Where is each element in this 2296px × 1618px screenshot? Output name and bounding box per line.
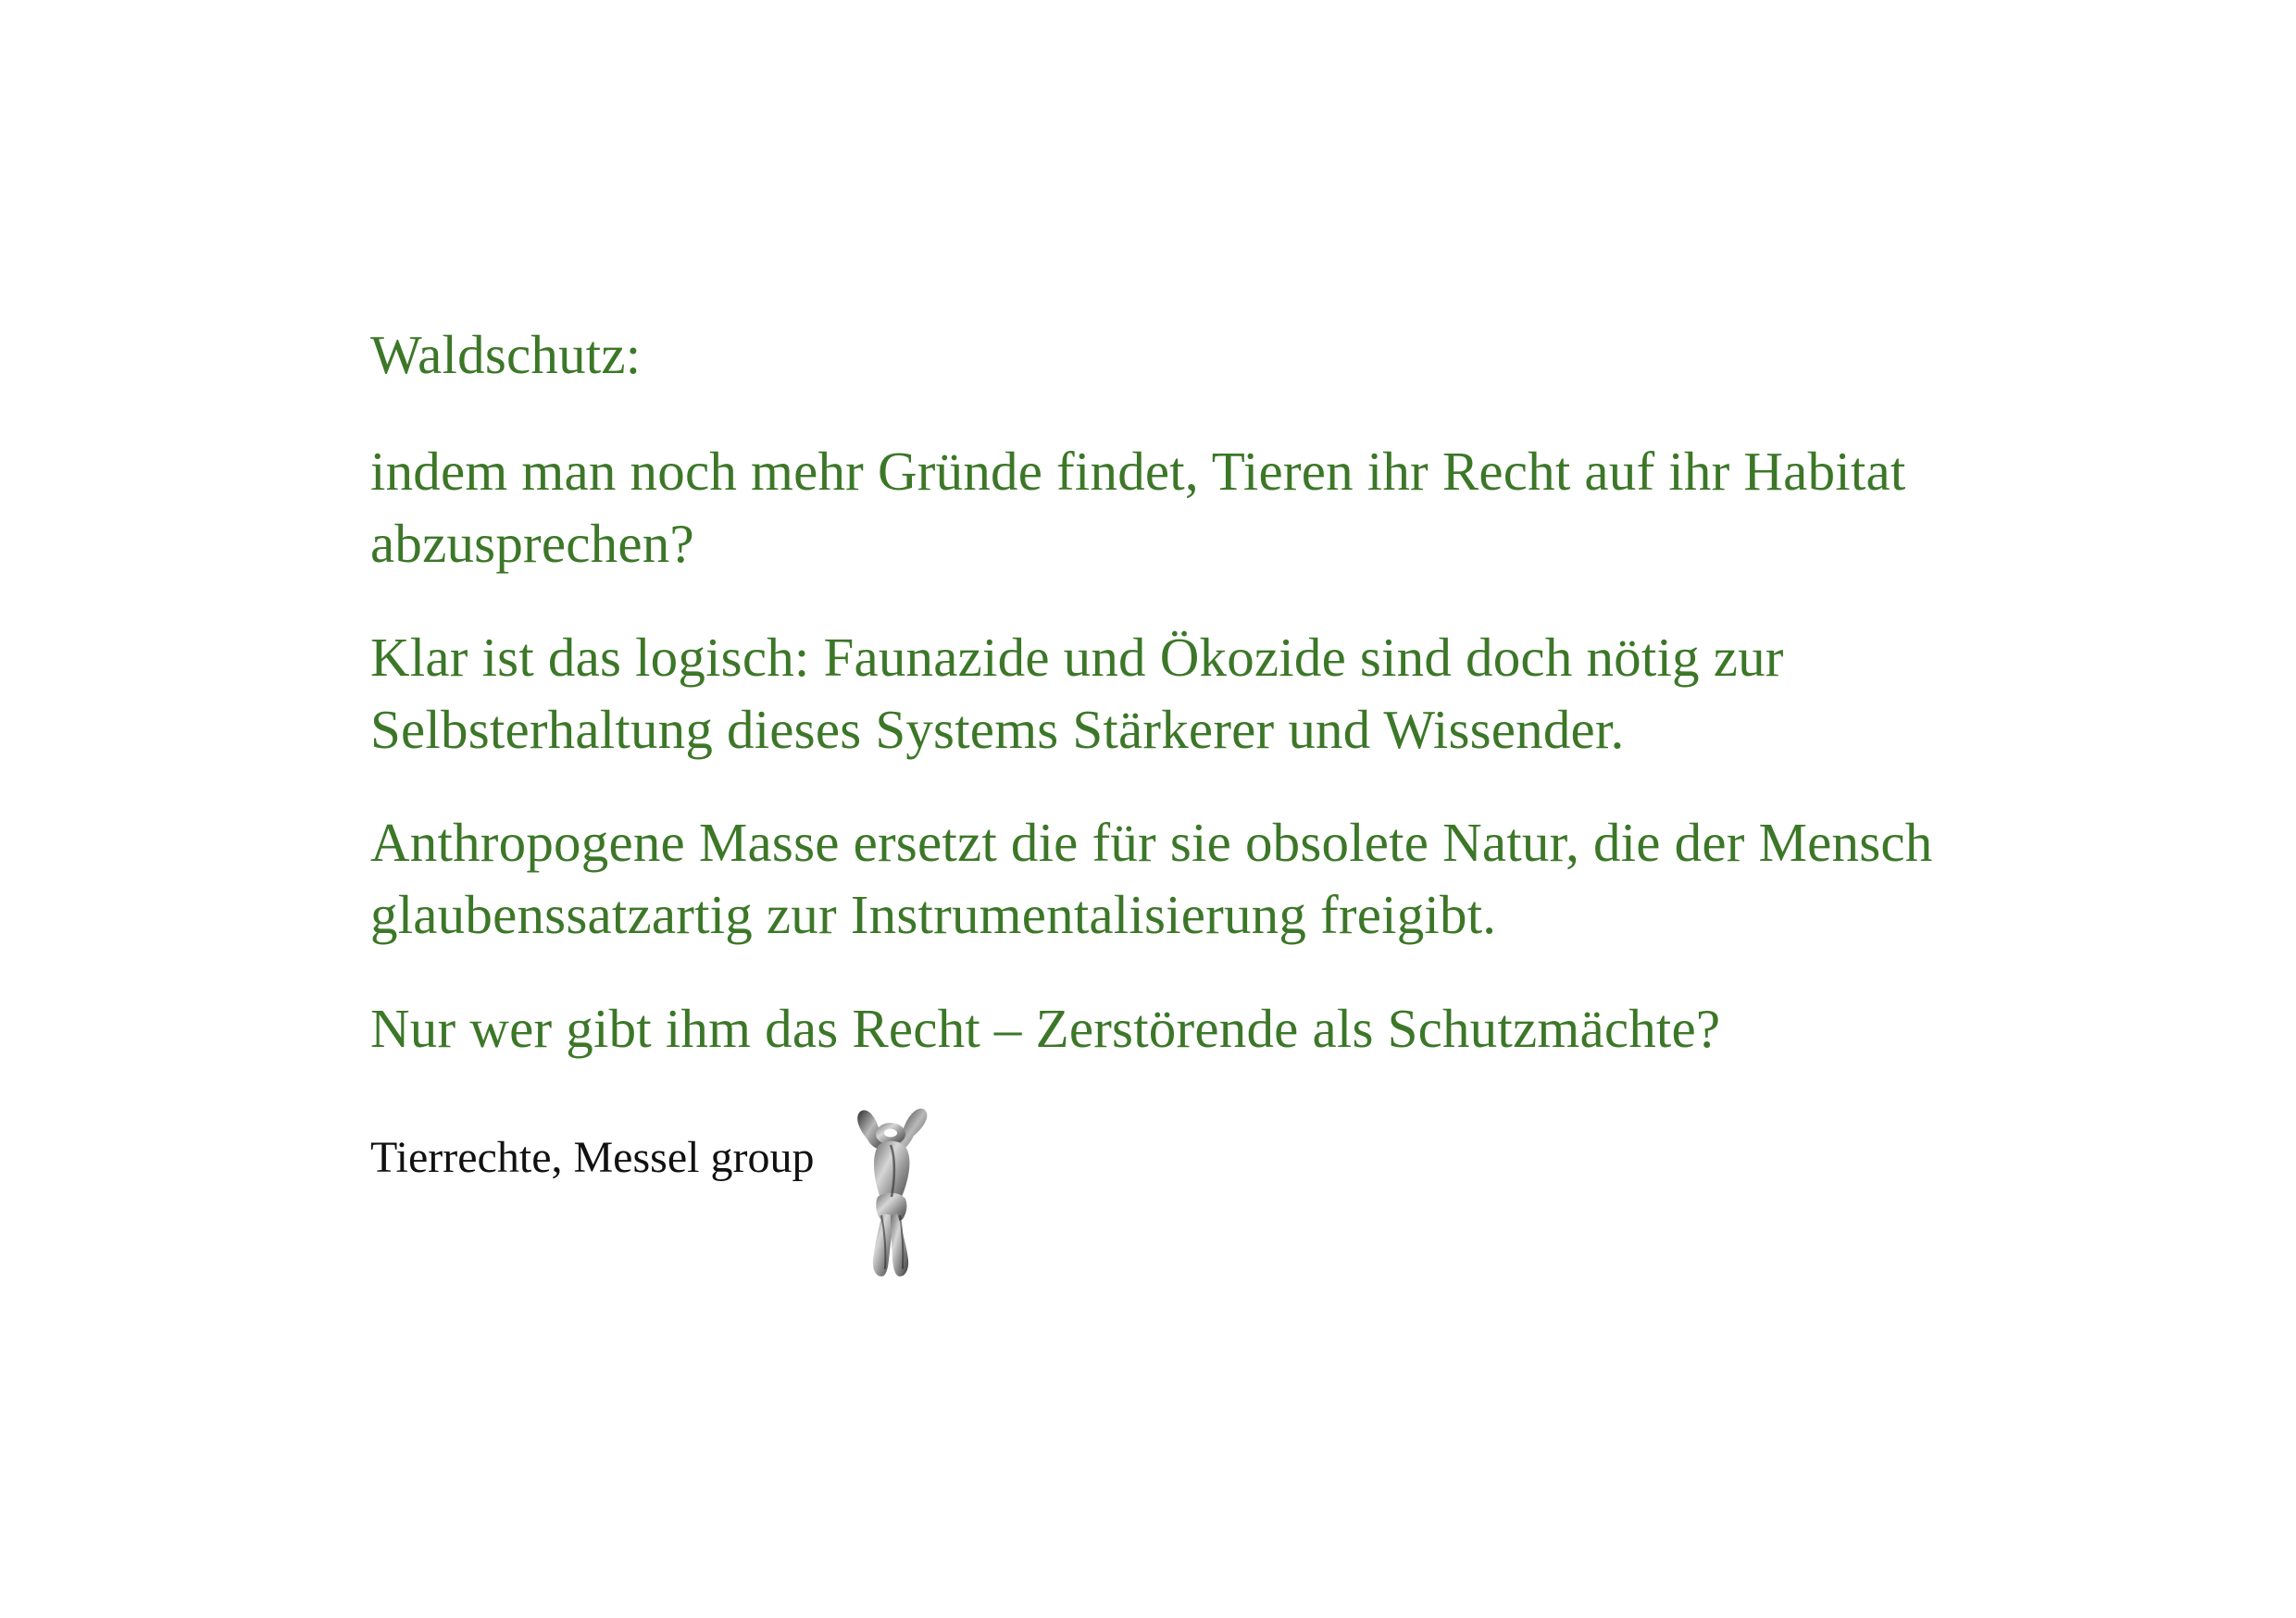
signature-block — [370, 1104, 2028, 1280]
dancing-figure-icon — [840, 1104, 942, 1280]
signature-text: Tierrechte, Messel group — [370, 1133, 815, 1182]
document-body — [370, 319, 2028, 1280]
paragraph-1: indem man noch mehr Gründe findet, Tieren ihr Recht auf ihr Habitat abzusprechen? — [370, 440, 1906, 574]
paragraph-4: Nur wer gibt ihm das Recht – Zerstörende als Schutzmächte? — [370, 998, 1721, 1060]
paragraph-3: Anthropogene Masse ersetzt die für sie obsolete Natur, die der Mensch glaubenssatzartig zur Instrumentalisierung freigibt. — [370, 812, 1933, 946]
paragraph-2: Klar ist das logisch: Faunazide und Ökozide sind doch nötig zur Selbsterhaltung dieses Systems Stärkerer und Wissender. — [370, 626, 1784, 760]
page-title: Waldschutz: — [370, 324, 642, 385]
